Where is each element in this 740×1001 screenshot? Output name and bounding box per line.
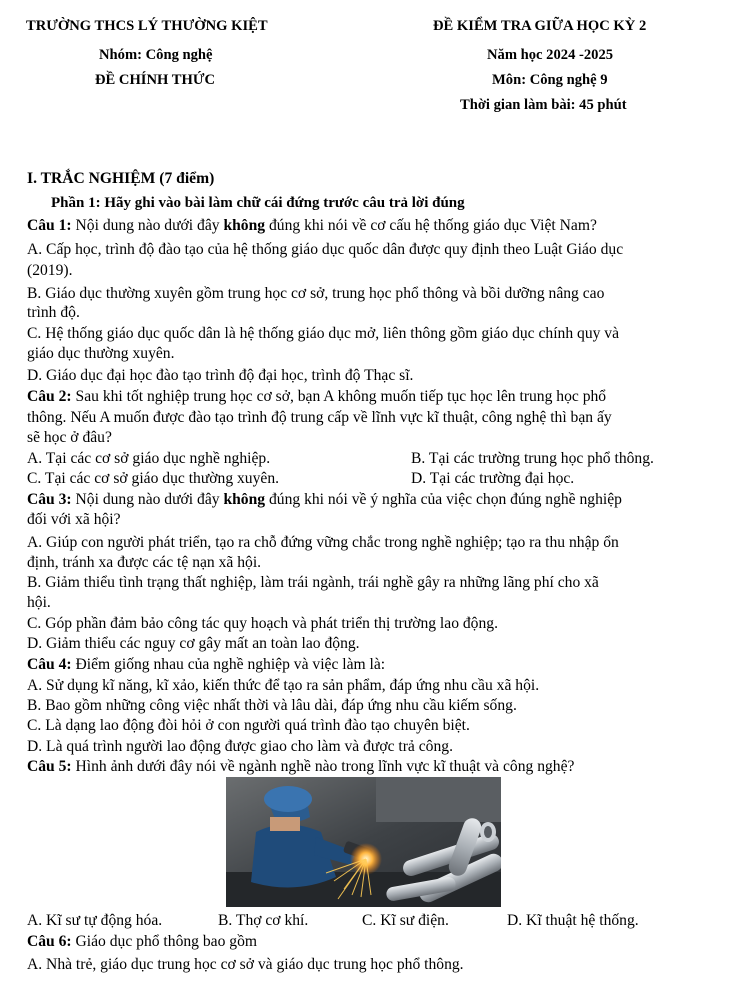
question-4: Câu 4: Điểm giống nhau của nghề nghiệp và việc làm là: — [27, 656, 386, 673]
q5-option-c: C. Kĩ sư điện. — [362, 912, 449, 929]
section-title: I. TRẮC NGHIỆM (7 điểm) — [27, 170, 215, 187]
question-label: Câu 3: — [27, 491, 72, 508]
welder-photo — [226, 777, 501, 907]
question-6: Câu 6: Giáo dục phổ thông bao gồm — [27, 933, 257, 950]
exam-duration: Thời gian làm bài: 45 phút — [460, 97, 627, 113]
q3-option-b-cont: hội. — [27, 594, 51, 611]
q4-option-d: D. Là quá trình người lao động được giao cho làm và được trả công. — [27, 738, 453, 755]
question-1: Câu 1: Nội dung nào dưới đây không đúng khi nói về cơ cấu hệ thống giáo dục Việt Nam? — [27, 217, 597, 234]
q3-option-b: B. Giảm thiểu tình trạng thất nghiệp, làm trái ngành, trái nghề gây ra những lãng phí cho xã — [27, 574, 599, 591]
question-2: Câu 2: Sau khi tốt nghiệp trung học cơ sở, bạn A không muốn tiếp tục học lên trung học phổ — [27, 388, 607, 405]
q4-option-c: C. Là dạng lao động đòi hỏi ở con người quá trình đào tạo chuyên biệt. — [27, 717, 470, 734]
q6-option-a: A. Nhà trẻ, giáo dục trung học cơ sở và giáo dục trung học phổ thông. — [27, 956, 464, 973]
q3-option-a: A. Giúp con người phát triển, tạo ra chỗ đứng vững chắc trong nghề nghiệp; tạo ra thu nhập ổn — [27, 534, 619, 551]
question-5: Câu 5: Hình ảnh dưới đây nói về ngành nghề nào trong lĩnh vực kĩ thuật và công nghệ? — [27, 758, 575, 775]
question-label: Câu 5: — [27, 758, 72, 775]
question-3: Câu 3: Nội dung nào dưới đây không đúng khi nói về ý nghĩa của việc chọn đúng nghề nghiệp — [27, 491, 622, 508]
q2-option-a: A. Tại các cơ sở giáo dục nghề nghiệp. — [27, 450, 271, 467]
q1-option-c-cont: giáo dục thường xuyên. — [27, 345, 175, 362]
q4-option-b: B. Bao gồm những công việc nhất thời và lâu dài, đáp ứng nhu cầu kiếm sống. — [27, 697, 517, 714]
part-instruction: Phần 1: Hãy ghi vào bài làm chữ cái đứng trước câu trả lời đúng — [51, 195, 465, 211]
q5-option-b: B. Thợ cơ khí. — [218, 912, 309, 929]
q3-option-a-cont: định, tránh xa được các tệ nạn xã hội. — [27, 554, 262, 571]
question-label: Câu 1: — [27, 217, 72, 234]
group-name: Nhóm: Công nghệ — [99, 47, 213, 63]
q1-option-d: D. Giáo dục đại học đào tạo trình độ đại học, trình độ Thạc sĩ. — [27, 367, 414, 384]
school-year: Năm học 2024 -2025 — [487, 47, 614, 63]
question-label: Câu 2: — [27, 388, 72, 405]
q1-option-a-cont: (2019). — [27, 262, 73, 279]
q2-text-line-3: sẽ học ở đâu? — [27, 429, 112, 446]
emphasis: không — [223, 491, 266, 508]
question-label: Câu 6: — [27, 933, 72, 950]
q5-option-d: D. Kĩ thuật hệ thống. — [507, 912, 639, 929]
q1-option-c: C. Hệ thống giáo dục quốc dân là hệ thống giáo dục mở, liên thông gồm giáo dục chính quy và — [27, 325, 620, 342]
official-label: ĐỀ CHÍNH THỨC — [95, 72, 216, 88]
q2-option-b: B. Tại các trường trung học phổ thông. — [411, 450, 654, 467]
question-label: Câu 4: — [27, 656, 72, 673]
school-name: TRƯỜNG THCS LÝ THƯỜNG KIỆT — [26, 18, 268, 34]
subject-name: Môn: Công nghệ 9 — [492, 72, 608, 88]
q1-option-b: B. Giáo dục thường xuyên gồm trung học cơ sở, trung học phổ thông và bồi dưỡng nâng cao — [27, 285, 605, 302]
q1-option-a: A. Cấp học, trình độ đào tạo của hệ thống giáo dục quốc dân được quy định theo Luật Giáo dục — [27, 241, 624, 258]
q1-option-b-cont: trình độ. — [27, 304, 80, 321]
q3-text-line-2: đối với xã hội? — [27, 511, 121, 528]
q2-option-d: D. Tại các trường đại học. — [411, 470, 575, 487]
q4-option-a: A. Sử dụng kĩ năng, kĩ xảo, kiến thức để tạo ra sản phẩm, đáp ứng nhu cầu xã hội. — [27, 677, 540, 694]
q3-option-d: D. Giảm thiểu các nguy cơ gây mất an toàn lao động. — [27, 635, 360, 652]
exam-title: ĐỀ KIỂM TRA GIỮA HỌC KỲ 2 — [433, 18, 647, 34]
q2-text-line-2: thông. Nếu A muốn được đào tạo trình độ trung cấp về lĩnh vực kĩ thuật, công nghệ thì bạn ấy — [27, 409, 612, 426]
emphasis: không — [223, 217, 266, 234]
q5-option-a: A. Kĩ sư tự động hóa. — [27, 912, 163, 929]
q3-option-c: C. Góp phần đảm bảo công tác quy hoạch và phát triển thị trường lao động. — [27, 615, 498, 632]
q2-option-c: C. Tại các cơ sở giáo dục thường xuyên. — [27, 470, 280, 487]
